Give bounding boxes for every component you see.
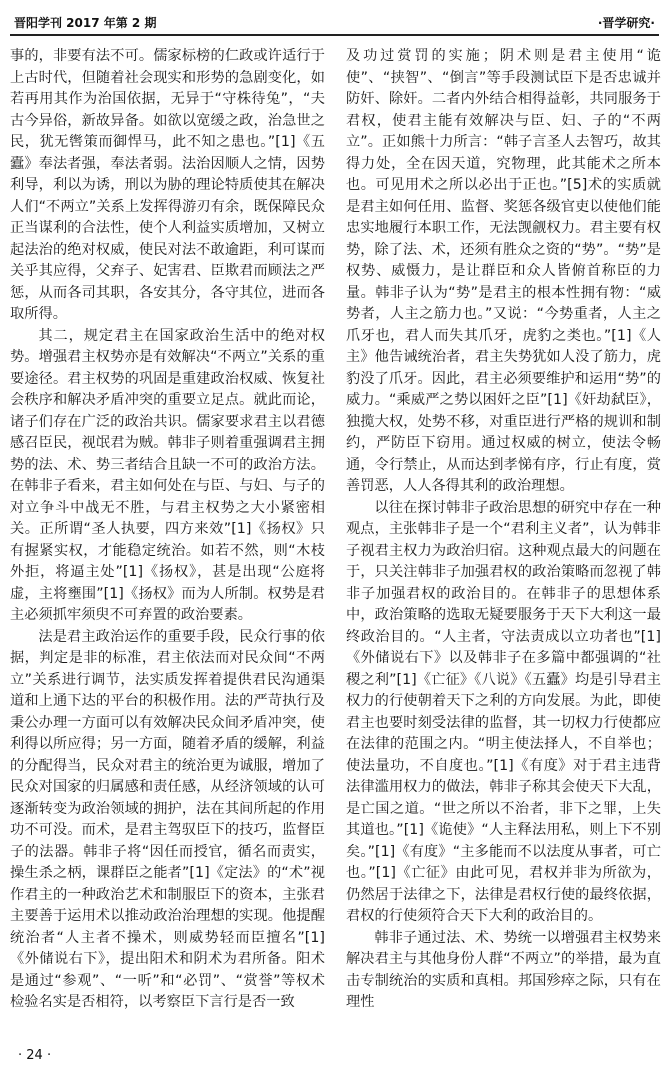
right-column [346,46,661,1014]
paragraph: 韩非子通过法、术、势统一以增强君主权势来解决君主与其他身份人群“不两立”的举措，最为直击专制统治的实质和真相。邦国殄瘁之际，只有在理性 [346,929,661,1010]
paragraph: 法是君主政治运作的重要手段，民众行事的依据，判定是非的标准，君主依法而对民众间“不两立”关系进行调节，法实质发挥着提供君民沟通渠道和上通下达的平台的积极作用。法的严苛执行及秉公办理一方面可以有效解决民众间矛盾冲突，使利得以所应得；另一方面，随着矛盾的缓解，利益的分配得当，民众对君主的统治更为诚服，增加了民众对国家的归属感和责任感，从经济领域的认可逐渐转变为政治领域的拥护，法在其间所起的作用功不可没。而术，是君主驾驭臣下的技巧，监督臣子的法器。韩非子将“因任而授官，循名而责实，操生杀之柄，课群臣之能者”[1]《定法》的“术”视作君主的一种政治艺术和制服臣下的资本，主张君主要善于运用术以推动政治治理想的实现。他提醒统治者“人主者不操术，则威势轻而臣擅名”[1]《外储说右下》，提出阳术和阴术为君所备。阳术是通过“参观”、“一听”和“必罚”、“赏誉”等权术检验名实是否相符，以考察臣下言行是否一致 [10,628,325,1010]
paragraph: 事的，非要有法不可。儒家标榜的仁政或许适行于上古时代，但随着社会现实和形势的急剧变化，如若再用其作为治国依据，无异于“守株待兔”，“夫古今异俗，新故异备。如欲以宽缓之政，治急世之民，犹无辔策而御悍马，此不知之患也。”[1]《五蠹》奉法者强，奉法者弱。法治因顺人之情，因势利导，利以为诱，刑以为胁的理论特质使其在解决人们“不两立”关系上发挥得游刃有余，既保障民众正当谋利的合法性，使个人利益实质增加，又树立起法治的绝对权威，使民对法不敢逾距，利可谋而关乎其应得，父弃子、妃害君、臣欺君而顾法之严惩，从而各司其职，各安其分，各守其位，进而各取所得。 [10,48,325,322]
section-title: ·晋学研究· [597,16,655,30]
left-column [10,46,325,1014]
paragraph: 以往在探讨韩非子政治思想的研究中存在一种观点，主张韩非子是一个“君利主义者”，认为韩非子视君主权力为政治归宿。这种观点最大的问题在于，只关注韩非子加强君权的政治策略而忽视了韩非子加强君权的政治目的。在韩非子的思想体系中，政治策略的选取无疑要服务于天下大利这一最终政治目的。“人主者，守法责成以立功者也”[1]《外储说右下》以及韩非子在多篇中都强调的“社稷之利”[1]《亡征》《八说》《五蠹》均是引导君主权力的行使朝着天下之利的方向发展。为此，即使君主也要时刻受法律的监督，其一切权力行使都应在法律的范围之内。“明主使法择人，不自举也；使法量功，不自度也。”[1]《有度》对于君主违背法律滥用权力的做法，韩非子称其会使天下大乱，是亡国之道。“世之所以不治者，非下之罪，上失其道也。”[1]《诡使》“人主释法用私，则上下不别矣。”[1]《有度》“主多能而不以法度从事者，可亡也。”[1]《亡征》由此可见，君权并非为所欲为，仍然居于法律之下，法律是君权行使的最终依据，君权的行使须符合天下大利的政治目的。 [346,499,661,924]
page-number: · 24 · [18,1048,52,1063]
journal-title: 晋阳学刊 2017 年第 2 期 [14,16,157,30]
paragraph: 及功过赏罚的实施；阴术则是君主使用“诡使”、“挟智”、“倒言”等手段测试臣下是否忠诚并防奸、除奸。二者内外结合相得益彰，共同服务于君权，使君主能有效解决与臣、妇、子的“不两立”。正如熊十力所言：“韩子言圣人去智巧，故其得力处，全在因天道，究物理，此其能术之所本也。可见用术之所以必出于正也。”[5]术的实质就是君主如何任用、监督、奖惩各级官吏以使他们能忠实地履行本职工作，无法觊觎权力。君主要有权势，除了法、术，还须有胜众之资的“势”。“势”是权势、威慑力，是让群臣和众人皆俯首称臣的力量。韩非子认为“势”是君主的根本性拥有物：“威势者，人主之筋力也。”又说：“今势重者，人主之爪牙也，君人而失其爪牙，虎豹之类也。”[1]《人主》他告诫统治者，君主失势犹如人没了筋力，虎豹没了爪牙。因此，君主必须要维护和运用“势”的威力。“乘威严之势以困奸之臣”[1]《奸劫弑臣》，独揽大权，处势不移，对重臣进行严格的规训和制约，严防臣下窃用。通过权威的树立，使法令畅通，令行禁止，从而达到孝悌有序，行止有度，赏善罚恶，人人各得其利的政治理想。 [346,48,661,494]
paragraph: 其二，规定君主在国家政治生活中的绝对权势。增强君主权势亦是有效解决“不两立”关系的重要途径。君主权势的巩固是重建政治权威、恢复社会秩序和解决矛盾冲突的重要立足点。就此而论，诸子们存在广泛的政治共识。儒家要求君主以君德感召臣民，视氓君为贼。韩非子则着重强调君主拥势的法、术、势三者结合且缺一不可的政治方法。在韩非子看来，君主如何处在与臣、与妇、与子的对立争斗中战无不胜，与君主权势之大小紧密相关。正所谓“圣人执要，四方来效”[1]《扬权》只有握紧实权，才能稳定统治。如若不然，则“木枝外拒，将逼主处”[1]《扬权》，甚是出现“公庭将虚，主将壅围”[1]《扬权》而为人所制。权势是君主必须抓牢须臾不可弃置的政治要素。 [10,327,325,623]
running-header [10,10,659,36]
